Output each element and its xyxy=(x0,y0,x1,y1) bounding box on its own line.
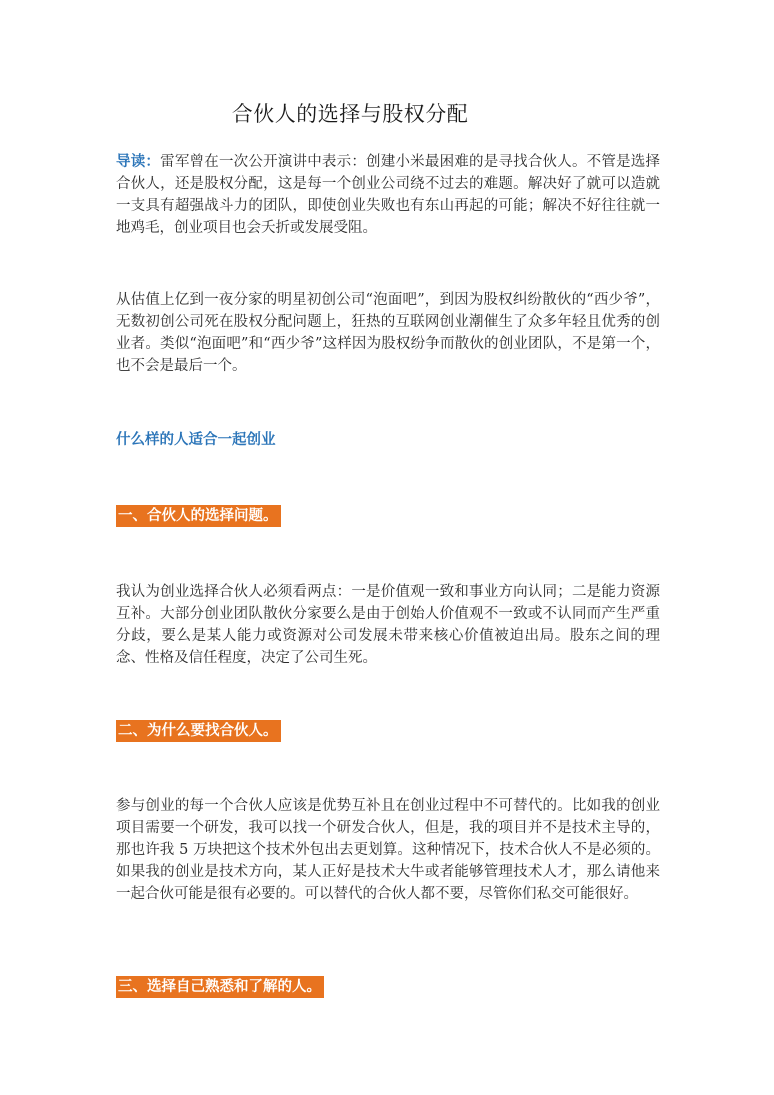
section-heading: 什么样的人适合一起创业 xyxy=(116,431,276,448)
heading-3: 三、选择自己熟悉和了解的人。 xyxy=(116,976,324,998)
intro-label: 导读： xyxy=(116,153,161,170)
paragraph-2: 我认为创业选择合伙人必须看两点：一是价值观一致和事业方向认同；二是能力资源互补。大部分创业团队散伙分家要么是由于创始人价值观不一致或不认同而产生严重分歧，要么是某人能力或资源对公司发展未带来核心价值被迫出局。股东之间的理念、性格及信任程度，决定了公司生死。 xyxy=(116,584,660,666)
heading-1: 一、合伙人的选择问题。 xyxy=(116,505,281,527)
paragraph-1: 从估值上亿到一夜分家的明星初创公司“泡面吧”，到因为股权纠纷散伙的“西少爷”，无数初创公司死在股权分配问题上，狂热的互联网创业潮催生了众多年轻且优秀的创业者。类似“泡面吧”和“西少爷”这样因为股权纷争而散伙的创业团队，不是第一个，也不会是最后一个。 xyxy=(116,292,660,374)
paragraph-3: 参与创业的每一个合伙人应该是优势互补且在创业过程中不可替代的。比如我的创业项目需要一个研发，我可以找一个研发合伙人，但是，我的项目并不是技术主导的，那也许我 5 万块把这个技术外包出去更划算。这种情况下，技术合伙人不是必须的。如果我的创业是技术方向，某人正好是技术大牛或者能够管理技术人才，那么请他来一起合伙可能是很有必要的。可以替代的合伙人都不要，尽管你们私交可能很好。 xyxy=(116,798,660,902)
intro-paragraph xyxy=(116,151,660,239)
intro-text: 雷军曾在一次公开演讲中表示：创建小米最困难的是寻找合伙人。不管是选择合伙人，还是股权分配，这是每一个创业公司绕不过去的难题。解决好了就可以造就一支具有超强战斗力的团队，即使创业失败也有东山再起的可能；解决不好往往就一地鸡毛，创业项目也会夭折或发展受阻。 xyxy=(116,154,660,236)
heading-2: 二、为什么要找合伙人。 xyxy=(116,720,281,742)
document-title: 合伙人的选择与股权分配 xyxy=(231,102,469,126)
